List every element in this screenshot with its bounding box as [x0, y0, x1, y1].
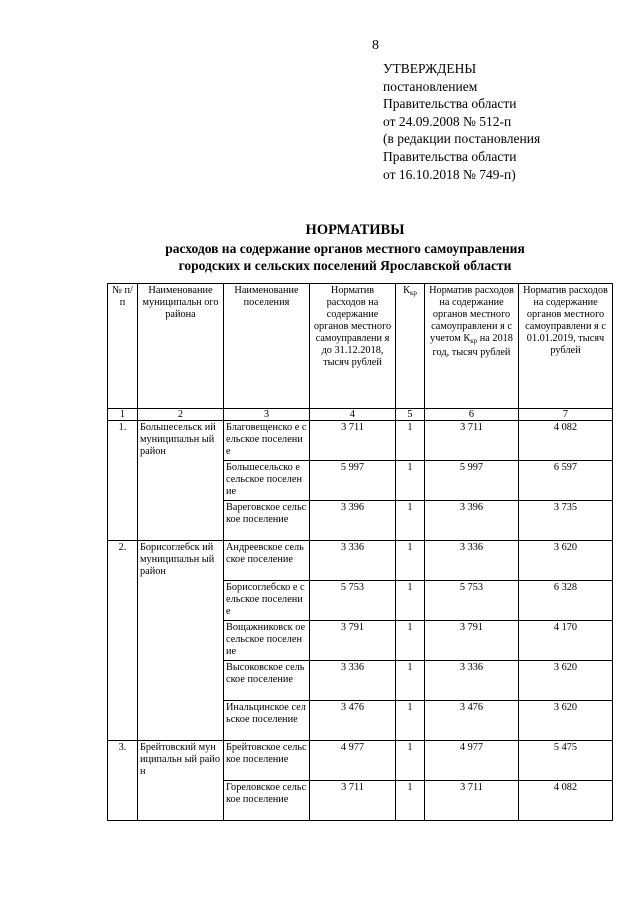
settlement-name: Инальцинское сельское поселение — [224, 701, 310, 741]
coefficient-value: 1 — [396, 701, 425, 741]
settlement-name: Вощажниковск ое сельское поселение — [224, 621, 310, 661]
norm-2019-value: 3 620 — [519, 661, 613, 701]
norm-2019-value: 3 735 — [519, 501, 613, 541]
district-number: 1. — [108, 421, 138, 541]
approval-line: Правительства области — [383, 148, 517, 164]
column-number: 7 — [519, 409, 613, 421]
norm-2018-value: 3 336 — [310, 541, 396, 581]
norm-2019-value: 4 082 — [519, 781, 613, 821]
header-norm-2019: Норматив расходов на содержание органов местного самоуправлени я с 01.01.2019, тысяч рублей — [519, 284, 613, 409]
norm-2019-value: 6 597 — [519, 461, 613, 501]
page-number: 8 — [372, 38, 379, 53]
district-number: 2. — [108, 541, 138, 741]
norm-2018-value: 5 753 — [310, 581, 396, 621]
settlement-name: Большесельско е сельское поселение — [224, 461, 310, 501]
approval-line: УТВЕРЖДЕНЫ — [383, 61, 477, 76]
coefficient-value: 1 — [396, 541, 425, 581]
approval-line: от 16.10.2018 № 749-п) — [383, 166, 516, 182]
norm-2019-value: 5 475 — [519, 741, 613, 781]
norm-with-coefficient-value: 3 476 — [425, 701, 519, 741]
coefficient-value: 1 — [396, 421, 425, 461]
coefficient-value: 1 — [396, 581, 425, 621]
settlement-name: Гореловское сельское поселение — [224, 781, 310, 821]
norm-with-coefficient-value: 5 753 — [425, 581, 519, 621]
norm-with-coefficient-value: 3 396 — [425, 501, 519, 541]
settlement-name: Борисоглебско е сельское поселение — [224, 581, 310, 621]
header-norm-with-coefficient: Норматив расходов на содержание органов местного самоуправлени я с учетом $К_{кр}$ на 2018 год, тысяч рублей — [425, 284, 519, 409]
norm-with-coefficient-value: 4 977 — [425, 741, 519, 781]
norms-table — [107, 283, 613, 821]
title-line: расходов на содержание органов местного самоуправления — [165, 241, 525, 256]
norm-2019-value: 3 620 — [519, 701, 613, 741]
header-settlement: Наименование поселения — [224, 284, 310, 409]
settlement-name: Андреевское сельское поселение — [224, 541, 310, 581]
coefficient-value: 1 — [396, 621, 425, 661]
norm-2018-value: 3 336 — [310, 661, 396, 701]
norm-2018-value: 3 396 — [310, 501, 396, 541]
header-coefficient: $К_{кр}$ — [396, 284, 425, 409]
coefficient-value: 1 — [396, 661, 425, 701]
norm-2018-value: 3 711 — [310, 421, 396, 461]
norm-with-coefficient-value: 3 336 — [425, 541, 519, 581]
table-header — [108, 284, 613, 409]
approval-line: Правительства области — [383, 96, 517, 112]
norm-2018-value: 3 791 — [310, 621, 396, 661]
table-row — [108, 421, 613, 461]
district-name: Брейтовский муниципальн ый район — [138, 741, 224, 821]
header-number: № п/п — [108, 284, 138, 409]
settlement-name: Благовещенско е сельское поселение — [224, 421, 310, 461]
coefficient-value: 1 — [396, 461, 425, 501]
column-number: 2 — [138, 409, 224, 421]
approval-block — [383, 60, 540, 183]
district-name: Большесельск ий муниципальн ый район — [138, 421, 224, 541]
column-number: 5 — [396, 409, 425, 421]
norm-with-coefficient-value: 3 336 — [425, 661, 519, 701]
norm-2019-value: 4 170 — [519, 621, 613, 661]
column-number: 3 — [224, 409, 310, 421]
table-body — [108, 409, 613, 821]
header-norm-2018: Норматив расходов на содержание органов местного самоуправлени я до 31.12.2018, тысяч рублей — [310, 284, 396, 409]
header-district: Наименование муниципальн ого района — [138, 284, 224, 409]
district-name: Борисоглебск ий муниципальн ый район — [138, 541, 224, 741]
coefficient-value: 1 — [396, 741, 425, 781]
coefficient-value: 1 — [396, 781, 425, 821]
norm-with-coefficient-value: 3 791 — [425, 621, 519, 661]
column-number: 6 — [425, 409, 519, 421]
title-heading: НОРМАТИВЫ — [305, 222, 405, 238]
norm-with-coefficient-value: 3 711 — [425, 421, 519, 461]
settlement-name: Высоковское сельское поселение — [224, 661, 310, 701]
norm-2018-value: 3 476 — [310, 701, 396, 741]
norm-2018-value: 4 977 — [310, 741, 396, 781]
norm-2018-value: 3 711 — [310, 781, 396, 821]
norm-with-coefficient-value: 5 997 — [425, 461, 519, 501]
column-number: 1 — [108, 409, 138, 421]
norm-2019-value: 3 620 — [519, 541, 613, 581]
coefficient-value: 1 — [396, 501, 425, 541]
table-row — [108, 541, 613, 581]
approval-line: от 24.09.2008 № 512-п — [383, 113, 512, 129]
settlement-name: Вареговское сельское поселение — [224, 501, 310, 541]
settlement-name: Брейтовское сельское поселение — [224, 741, 310, 781]
approval-line: (в редакции постановления — [383, 131, 541, 147]
norm-2019-value: 6 328 — [519, 581, 613, 621]
district-number: 3. — [108, 741, 138, 821]
norm-with-coefficient-value: 3 711 — [425, 781, 519, 821]
document-title — [0, 222, 640, 274]
table-row — [108, 741, 613, 781]
approval-line: постановлением — [383, 78, 478, 94]
title-line: городских и сельских поселений Ярославской области — [178, 258, 512, 273]
column-number-row — [108, 409, 613, 421]
column-number: 4 — [310, 409, 396, 421]
norm-2018-value: 5 997 — [310, 461, 396, 501]
norm-2019-value: 4 082 — [519, 421, 613, 461]
